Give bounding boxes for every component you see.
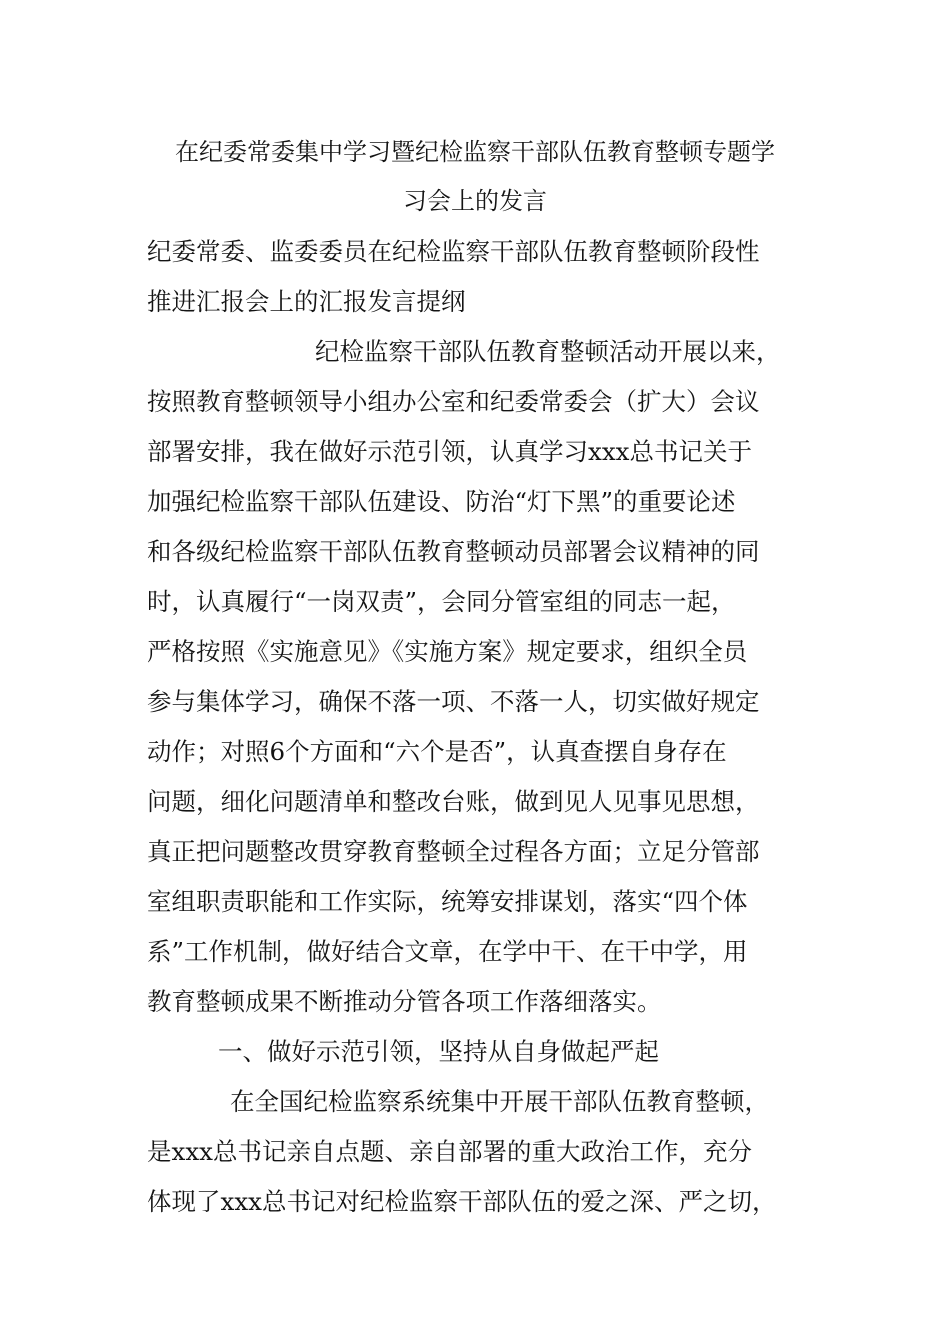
intro-line-12: 室组职责职能和工作实际，统筹安排谋划，落实“四个体 <box>147 887 748 916</box>
section-1-line-2: 是xxx总书记亲自点题、亲自部署的重大政治工作，充分 <box>147 1137 752 1166</box>
section-1-line-3: 体现了xxx总书记对纪检监察干部队伍的爱之深、严之切， <box>147 1187 777 1216</box>
intro-line-5: 和各级纪检监察干部队伍教育整顿动员部署会议精神的同 <box>147 537 760 566</box>
section-1-heading: 一、做好示范引领，坚持从自身做起严起 <box>218 1037 659 1066</box>
document-title-line-1: 在纪委常委集中学习暨纪检监察干部队伍教育整顿专题学 <box>175 138 775 166</box>
intro-line-8: 参与集体学习，确保不落一项、不落一人，切实做好规定 <box>147 687 760 716</box>
intro-line-9: 动作；对照6个方面和“六个是否”，认真查摆自身存在 <box>147 737 727 766</box>
subtitle-line-1: 纪委常委、监委委员在纪检监察干部队伍教育整顿阶段性 <box>147 237 760 266</box>
intro-line-2: 按照教育整顿领导小组办公室和纪委常委会（扩大）会议 <box>147 387 760 416</box>
section-1-line-1: 在全国纪检监察系统集中开展干部队伍教育整顿， <box>230 1087 769 1116</box>
intro-line-11: 真正把问题整改贯穿教育整顿全过程各方面；立足分管部 <box>147 837 760 866</box>
intro-line-10: 问题，细化问题清单和整改台账，做到见人见事见思想， <box>147 787 760 816</box>
subtitle-line-2: 推进汇报会上的汇报发言提纲 <box>147 287 466 316</box>
intro-line-3: 部署安排，我在做好示范引领，认真学习xxx总书记关于 <box>147 437 752 466</box>
document-title-line-2: 习会上的发言 <box>403 187 547 215</box>
intro-line-13: 系”工作机制，做好结合文章，在学中干、在干中学，用 <box>147 937 748 966</box>
intro-line-6: 时，认真履行“一岗双责”，会同分管室组的同志一起， <box>147 587 736 616</box>
intro-line-7: 严格按照《实施意见》《实施方案》规定要求，组织全员 <box>147 637 748 666</box>
intro-line-14: 教育整顿成果不断推动分管各项工作落细落实。 <box>147 987 662 1016</box>
intro-line-4: 加强纪检监察干部队伍建设、防治“灯下黑”的重要论述 <box>147 487 736 516</box>
intro-line-1: 纪检监察干部队伍教育整顿活动开展以来， <box>315 337 781 366</box>
